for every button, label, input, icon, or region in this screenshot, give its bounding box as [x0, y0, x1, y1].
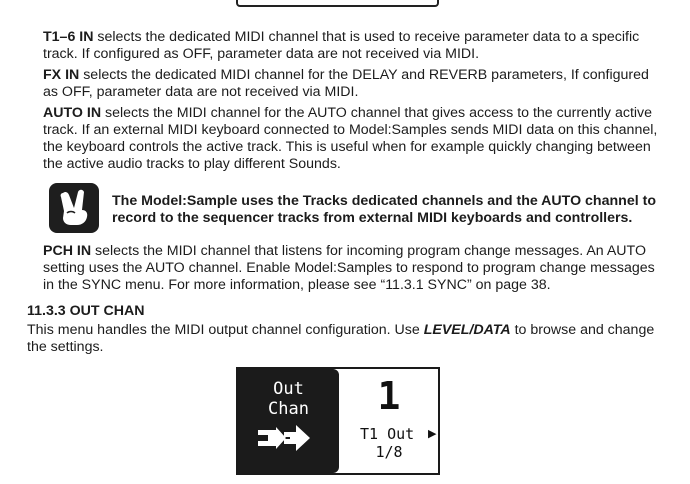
- fx-in-text: selects the dedicated MIDI channel for the DELAY and REVERB parameters, If configured as OFF, parameter data are not received via MIDI.: [43, 67, 649, 100]
- pch-in-paragraph: [43, 243, 668, 294]
- note-text: The Model:Sample uses the Tracks dedicated channels and the AUTO channel to record to the sequencer tracks from external MIDI keyboards and controllers.: [112, 193, 656, 226]
- screen-menu-label: Out Chan: [268, 379, 309, 419]
- auto-in-term: AUTO IN: [43, 105, 102, 121]
- t16-in-term: T1–6 IN: [43, 29, 94, 45]
- right-arrow-icon: ▶: [428, 428, 437, 440]
- track-label: T1 Out: [360, 425, 415, 443]
- fx-in-term: FX IN: [43, 67, 80, 83]
- pch-in-text: selects the MIDI channel that listens for incoming program change messages. An AUTO setting uses the AUTO channel. Enable Model:Samples to respond to program change messages in the SYNC menu. For more information, please see “11.3.1 SYNC” on page 38.: [43, 243, 655, 293]
- page-indicator: 1/8: [375, 443, 403, 461]
- channel-number: 1: [377, 374, 401, 418]
- section-heading: 11.3.3 OUT CHAN: [27, 303, 145, 319]
- previous-screen-frame: [236, 0, 439, 7]
- device-screen: [236, 367, 440, 475]
- section-intro-after: to browse and change the settings.: [27, 322, 655, 355]
- t16-in-text: selects the dedicated MIDI channel that is used to receive parameter data to a specific track. If configured as OFF, parameter data are not received via MIDI.: [43, 29, 640, 62]
- auto-in-text: selects the MIDI channel for the AUTO channel that gives access to the currently active track. If an external MIDI keyboard connected to Model:Samples sends MIDI data on this channel, the keyboard controls the active track. This is useful when for example quickly changing between the active audio tracks to play different Sounds.: [43, 105, 658, 172]
- level-data-emphasis: LEVEL/DATA: [423, 322, 511, 338]
- peace-hand-icon: [49, 183, 99, 233]
- section-intro-before: This menu handles the MIDI output channel configuration. Use: [27, 322, 424, 338]
- section-intro: [27, 322, 667, 356]
- t16-in-paragraph: [43, 29, 668, 63]
- auto-in-paragraph: [43, 105, 668, 173]
- fx-in-paragraph: [43, 67, 653, 101]
- double-arrow-right-icon: [254, 421, 322, 457]
- pch-in-term: PCH IN: [43, 243, 92, 259]
- screen-menu-panel: [238, 369, 339, 473]
